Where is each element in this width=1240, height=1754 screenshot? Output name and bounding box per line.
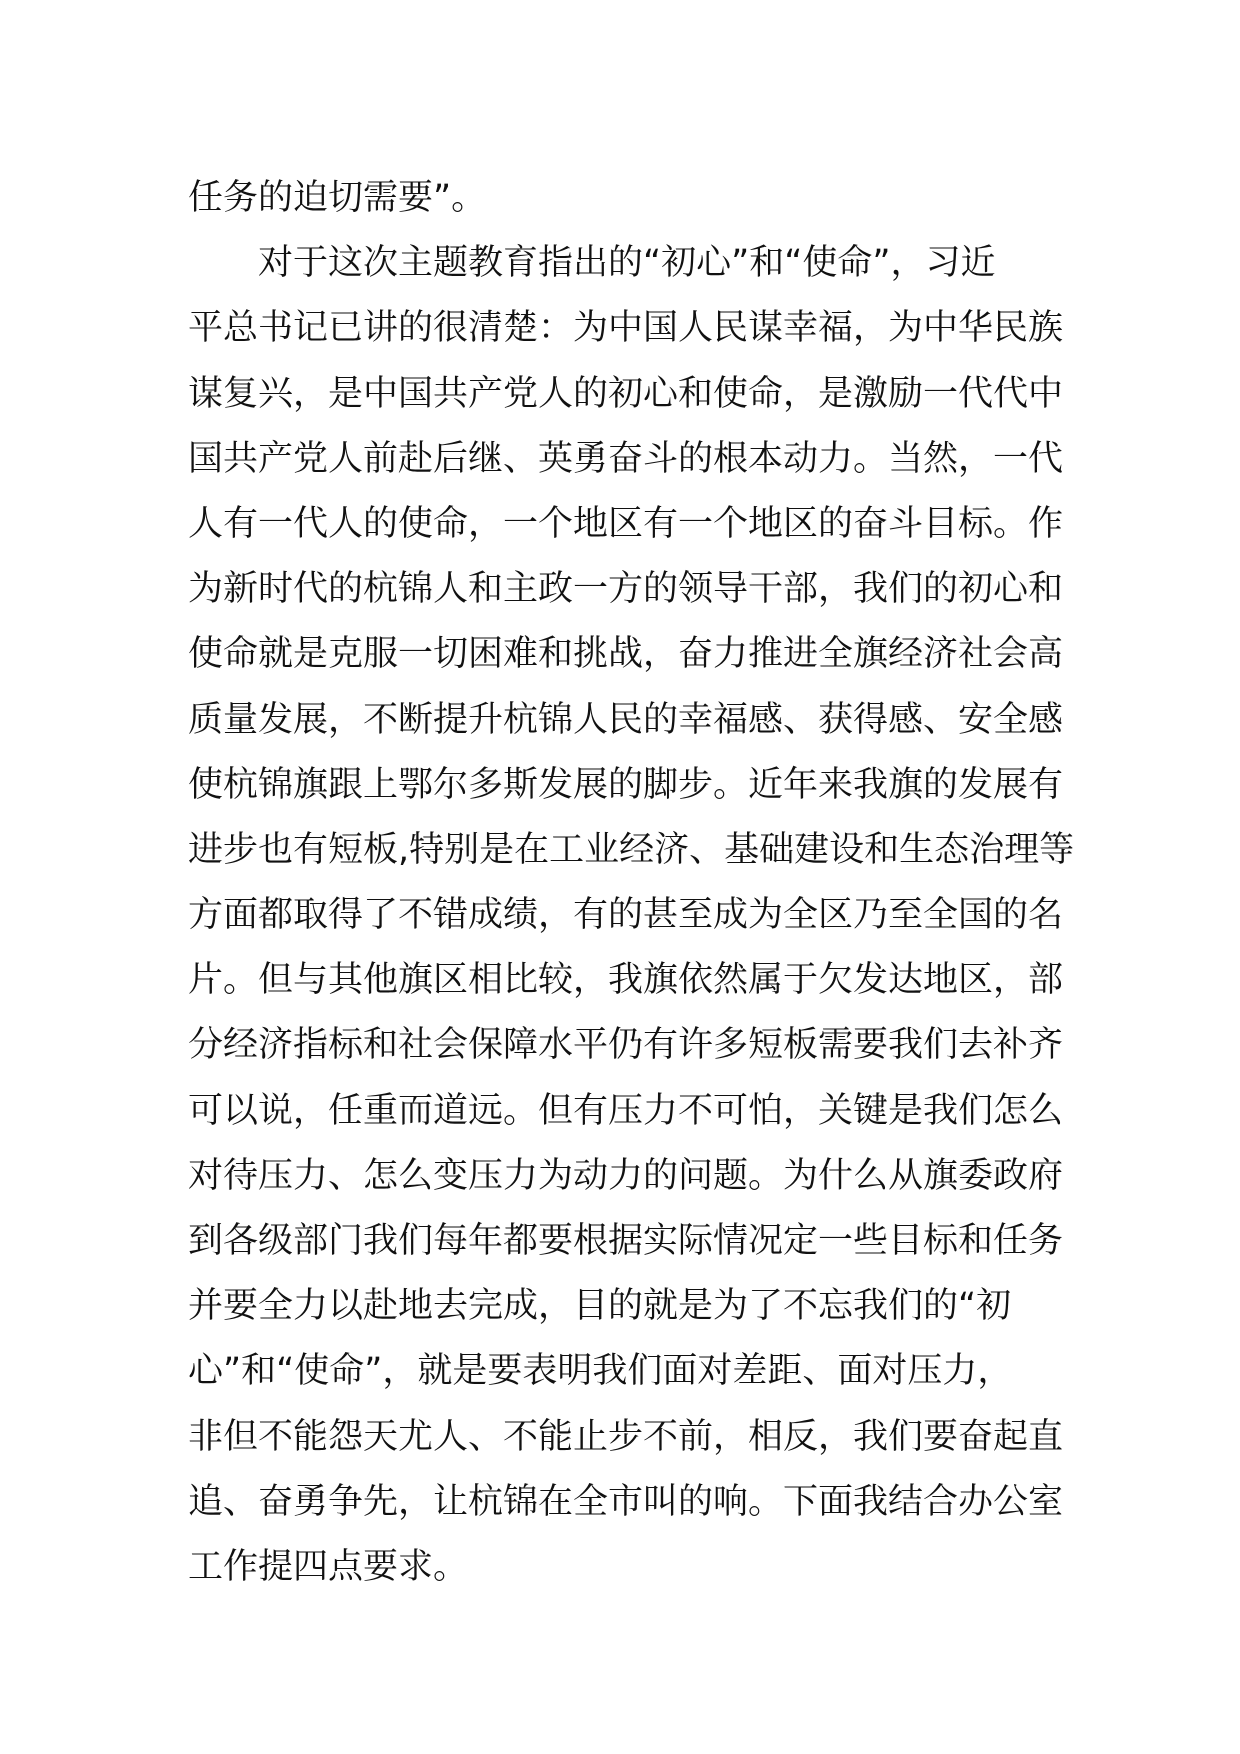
text-line: 进步也有短板,特别是在工业经济、基础建设和生态治理等 [188, 829, 1075, 870]
text-line: 质量发展，不断提升杭锦人民的幸福感、获得感、安全感 [188, 699, 1064, 740]
text-line: 并要全力以赴地去完成，目的就是为了不忘我们的“初 [188, 1286, 1012, 1327]
text-line: 人有一代人的使命，一个地区有一个地区的奋斗目标。作 [188, 503, 1064, 544]
text-line: 平总书记已讲的很清楚：为中国人民谋幸福，为中华民族 [188, 308, 1064, 349]
text-line: 为新时代的杭锦人和主政一方的领导干部，我们的初心和 [188, 569, 1064, 610]
paragraph-first-line: 对于这次主题教育指出的“初心”和“使命”，习近 [258, 243, 996, 284]
body-text [188, 166, 1075, 1600]
text-line: 分经济指标和社会保障水平仍有许多短板需要我们去补齐 [188, 1025, 1064, 1066]
text-line: 到各级部门我们每年都要根据实际情况定一些目标和任务 [188, 1221, 1064, 1261]
text-line: 对待压力、怎么变压力为动力的问题。为什么从旗委政府 [188, 1155, 1064, 1196]
text-line: 可以说，任重而道远。但有压力不可怕，关键是我们怎么 [188, 1090, 1064, 1131]
text-line: 国共产党人前赴后继、英勇奋斗的根本动力。当然，一代 [188, 438, 1064, 479]
text-line: 非但不能怨天尤人、不能止步不前，相反，我们要奋起直 [188, 1416, 1064, 1457]
text-line: 谋复兴，是中国共产党人的初心和使命，是激励一代代中 [188, 373, 1064, 414]
text-line: 工作提四点要求。 [188, 1546, 469, 1587]
text-line: 方面都取得了不错成绩，有的甚至成为全区乃至全国的名 [188, 895, 1064, 936]
text-line: 使杭锦旗跟上鄂尔多斯发展的脚步。近年来我旗的发展有 [188, 764, 1064, 805]
text-line: 心”和“使命”，就是要表明我们面对差距、面对压力， [188, 1351, 1013, 1392]
text-line: 使命就是克服一切困难和挑战，奋力推进全旗经济社会高 [188, 634, 1064, 675]
text-line: 片。但与其他旗区相比较，我旗依然属于欠发达地区，部 [188, 960, 1064, 1001]
text-line: 追、奋勇争先，让杭锦在全市叫的响。下面我结合办公室 [188, 1481, 1064, 1522]
text-line: 任务的迫切需要”。 [188, 178, 487, 218]
